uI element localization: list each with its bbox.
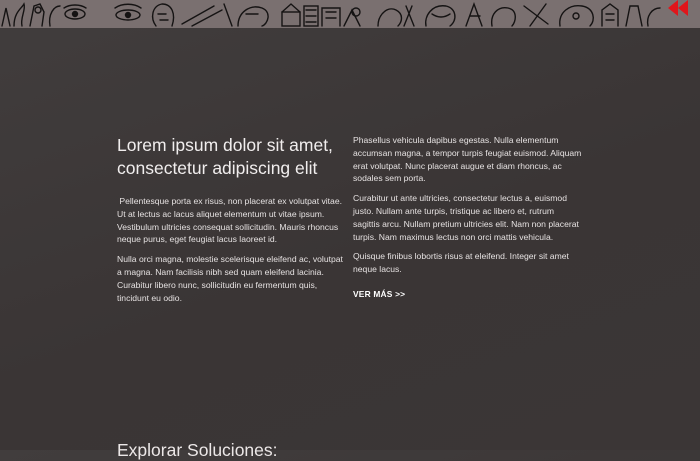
intro-headline: Lorem ipsum dolor sit amet, consectetur adipiscing elit: [117, 135, 333, 178]
intro-paragraph: Quisque finibus lobortis risus at eleifend. Integer sit amet neque lacus.: [353, 251, 569, 275]
header-banner: [0, 0, 700, 28]
solutions-heading: Explorar Soluciones:: [117, 440, 278, 460]
intro-right-column: [353, 134, 583, 302]
intro-left-column: [117, 134, 349, 311]
intro-paragraph: Phasellus vehicula dapibus egestas. Nulla elementum accumsan magna, a tempor turpis feugiat euismod. Aliquam erat volutpat. Nunc placerat augue et diam rhoncus, ac sodales sem porta.: [353, 135, 582, 184]
read-more-link[interactable]: VER MÁS >>: [353, 288, 406, 299]
rewind-icon[interactable]: [666, 0, 690, 16]
intro-paragraph: Curabitur ut ante ultricies, consectetur lectus a, euismod justo. Nullam ante turpis, tristique ac libero et, rutrum sagittis arcu. Nullam pretium ultricies elit. Nam non placerat turpis. Nam maximus lectus non orci mattis vehicula.: [353, 193, 579, 242]
intro-paragraph: Pellentesque porta ex risus, non placerat ex volutpat vitae. Ut at lectus ac lacus aliquet elementum ut vitae ipsum. Vestibulum ultricies consequat sollicitudin. Mauris rhoncus neque purus, eget feugiat lacus laoreet id.: [117, 196, 345, 245]
intro-paragraph: Nulla orci magna, molestie scelerisque eleifend ac, volutpat a magna. Nam facilisis nibh sed quam eleifend lacinia. Curabitur libero nunc, sollicitudin eu fermentum quis, tincidunt eu odio.: [117, 254, 343, 303]
sketch-illustration: [0, 0, 700, 28]
